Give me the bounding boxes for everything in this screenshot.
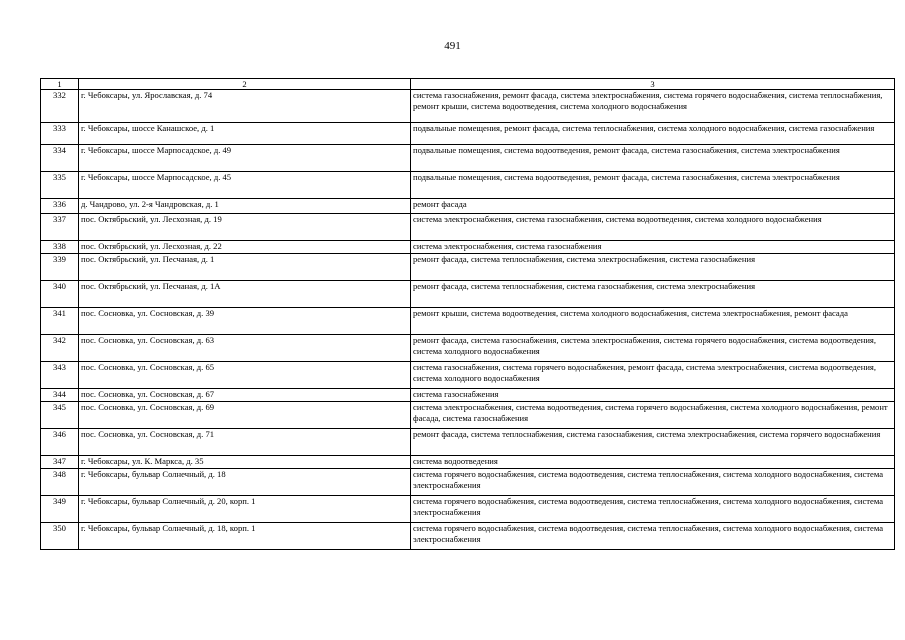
page-number: 491 — [444, 40, 461, 52]
row-number: 350 — [41, 523, 79, 550]
row-works: подвальные помещения, система водоотведения, ремонт фасада, система газоснабжения, система электроснабжения — [411, 172, 895, 199]
row-works: система электроснабжения, система газоснабжения — [411, 241, 895, 254]
row-address: д. Чандрово, ул. 2-я Чандровская, д. 1 — [79, 199, 411, 214]
row-address: г. Чебоксары, ул. К. Маркса, д. 35 — [79, 456, 411, 469]
row-address: пос. Сосновка, ул. Сосновская, д. 63 — [79, 335, 411, 362]
column-header-works: 3 — [411, 79, 895, 90]
table-row — [41, 241, 895, 254]
row-number: 332 — [41, 90, 79, 123]
table-row — [41, 123, 895, 145]
row-address: г. Чебоксары, шоссе Марпосадское, д. 49 — [79, 145, 411, 172]
row-works: подвальные помещения, ремонт фасада, система теплоснабжения, система холодного водоснабжения, система газоснабжения — [411, 123, 895, 145]
row-works: система газоснабжения, система горячего водоснабжения, ремонт фасада, система электроснабжения, система водоотведения, система холодного водоснабжения — [411, 362, 895, 389]
row-works: система электроснабжения, система газоснабжения, система водоотведения, система холодного водоснабжения — [411, 214, 895, 241]
row-number: 348 — [41, 469, 79, 496]
works-table — [40, 78, 895, 550]
table-row — [41, 429, 895, 456]
column-header-address: 2 — [79, 79, 411, 90]
table-row — [41, 199, 895, 214]
row-address: пос. Сосновка, ул. Сосновская, д. 69 — [79, 402, 411, 429]
row-number: 333 — [41, 123, 79, 145]
row-works: система газоснабжения — [411, 389, 895, 402]
table-row — [41, 496, 895, 523]
row-number: 346 — [41, 429, 79, 456]
row-number: 342 — [41, 335, 79, 362]
row-number: 349 — [41, 496, 79, 523]
row-number: 340 — [41, 281, 79, 308]
row-number: 347 — [41, 456, 79, 469]
row-address: пос. Сосновка, ул. Сосновская, д. 71 — [79, 429, 411, 456]
table-row — [41, 456, 895, 469]
table-row — [41, 362, 895, 389]
row-number: 337 — [41, 214, 79, 241]
row-address: пос. Сосновка, ул. Сосновская, д. 65 — [79, 362, 411, 389]
row-works: ремонт фасада, система теплоснабжения, система электроснабжения, система газоснабжения — [411, 254, 895, 281]
table-header-row — [41, 79, 895, 90]
row-works: система горячего водоснабжения, система водоотведения, система теплоснабжения, система холодного водоснабжения, система электроснабжения — [411, 469, 895, 496]
row-address: г. Чебоксары, ул. Ярославская, д. 74 — [79, 90, 411, 123]
row-works: ремонт фасада, система теплоснабжения, система газоснабжения, система электроснабжения, система горячего водоснабжения — [411, 429, 895, 456]
table-row — [41, 523, 895, 550]
row-number: 343 — [41, 362, 79, 389]
table-row — [41, 214, 895, 241]
table-row — [41, 308, 895, 335]
row-works: ремонт фасада, система теплоснабжения, система газоснабжения, система электроснабжения — [411, 281, 895, 308]
table-row — [41, 254, 895, 281]
row-address: г. Чебоксары, шоссе Марпосадское, д. 45 — [79, 172, 411, 199]
row-works: ремонт фасада, система газоснабжения, система электроснабжения, система горячего водоснабжения, система водоотведения, система холодного водоснабжения — [411, 335, 895, 362]
row-address: пос. Октябрьский, ул. Лесхозная, д. 19 — [79, 214, 411, 241]
row-address: пос. Октябрьский, ул. Лесхозная, д. 22 — [79, 241, 411, 254]
row-works: система электроснабжения, система водоотведения, система горячего водоснабжения, система холодного водоснабжения, ремонт фасада, система газоснабжения — [411, 402, 895, 429]
table-row — [41, 172, 895, 199]
table-row — [41, 335, 895, 362]
row-address: г. Чебоксары, бульвар Солнечный, д. 18, корп. 1 — [79, 523, 411, 550]
row-address: пос. Сосновка, ул. Сосновская, д. 39 — [79, 308, 411, 335]
row-works: система газоснабжения, ремонт фасада, система электроснабжения, система горячего водоснабжения, система теплоснабжения, ремонт крыши, система водоотведения, система холодного водоснабжения — [411, 90, 895, 123]
row-number: 338 — [41, 241, 79, 254]
table-row — [41, 90, 895, 123]
row-works: система горячего водоснабжения, система водоотведения, система теплоснабжения, система холодного водоснабжения, система электроснабжения — [411, 523, 895, 550]
table-row — [41, 281, 895, 308]
row-works: ремонт крыши, система водоотведения, система холодного водоснабжения, система электроснабжения, ремонт фасада — [411, 308, 895, 335]
row-address: пос. Сосновка, ул. Сосновская, д. 67 — [79, 389, 411, 402]
table-row — [41, 389, 895, 402]
column-header-number: 1 — [41, 79, 79, 90]
row-works: подвальные помещения, система водоотведения, ремонт фасада, система газоснабжения, система электроснабжения — [411, 145, 895, 172]
table-row — [41, 402, 895, 429]
row-address: г. Чебоксары, шоссе Канашское, д. 1 — [79, 123, 411, 145]
row-number: 334 — [41, 145, 79, 172]
row-number: 344 — [41, 389, 79, 402]
row-address: г. Чебоксары, бульвар Солнечный, д. 18 — [79, 469, 411, 496]
row-works: система водоотведения — [411, 456, 895, 469]
row-works: система горячего водоснабжения, система водоотведения, система теплоснабжения, система холодного водоснабжения, система электроснабжения — [411, 496, 895, 523]
row-address: пос. Октябрьский, ул. Песчаная, д. 1А — [79, 281, 411, 308]
table-row — [41, 145, 895, 172]
row-number: 345 — [41, 402, 79, 429]
row-number: 335 — [41, 172, 79, 199]
table-row — [41, 469, 895, 496]
row-address: г. Чебоксары, бульвар Солнечный, д. 20, корп. 1 — [79, 496, 411, 523]
row-number: 341 — [41, 308, 79, 335]
row-address: пос. Октябрьский, ул. Песчаная, д. 1 — [79, 254, 411, 281]
row-number: 339 — [41, 254, 79, 281]
row-number: 336 — [41, 199, 79, 214]
row-works: ремонт фасада — [411, 199, 895, 214]
